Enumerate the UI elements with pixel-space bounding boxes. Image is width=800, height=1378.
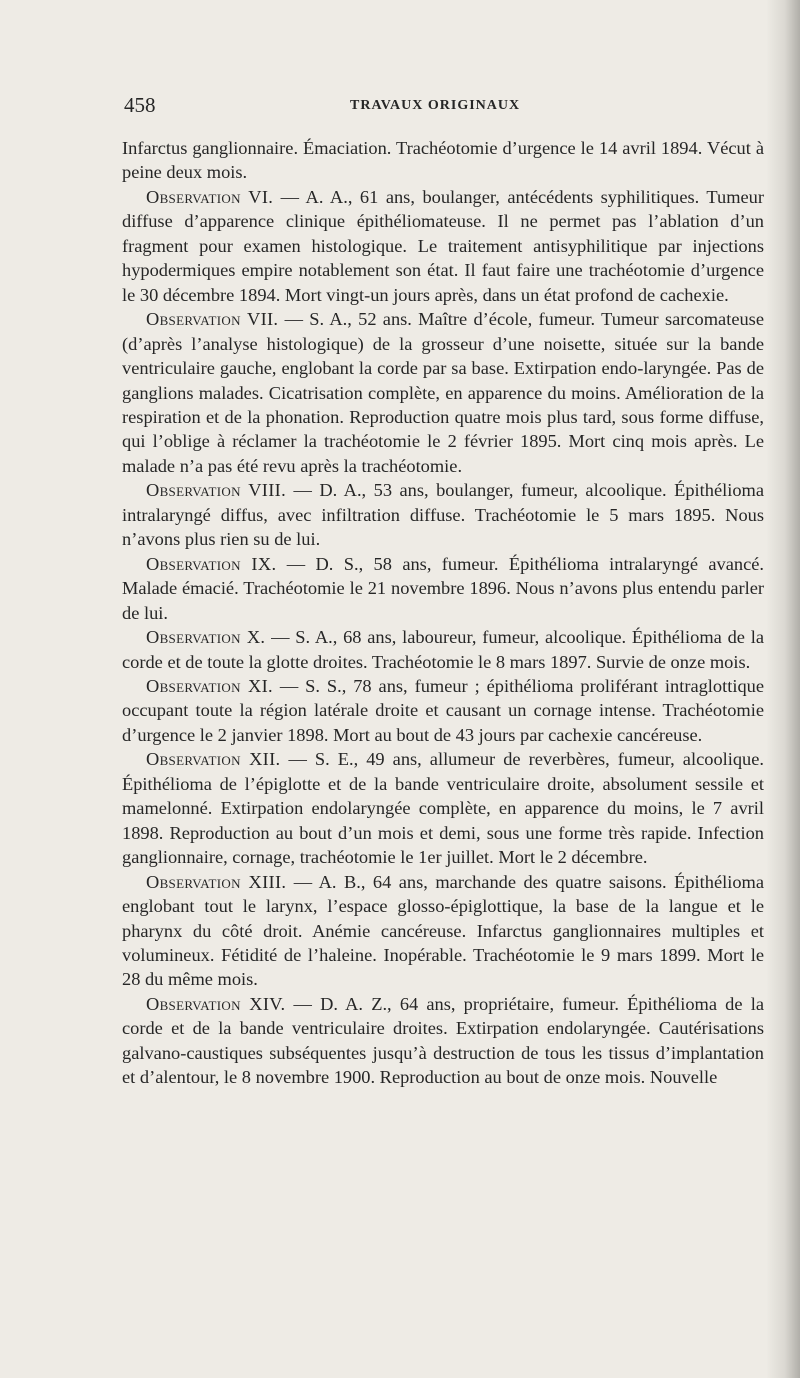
observation-label: Observation XIII. [146, 871, 287, 892]
observation-paragraph [122, 992, 764, 1090]
observation-paragraph [122, 747, 764, 869]
observation-label: Observation XI. [146, 675, 273, 696]
observation-paragraph [122, 625, 764, 674]
observation-paragraph [122, 552, 764, 625]
observation-text: — D. A. Z., 64 ans, propriétaire, fumeur. Épithélioma de la corde et de la bande ventriculaire droites. Extirpation endolaryngée. Cautérisations galvano-caustiques subséquentes jusqu’à destruction de tous les tissus d’implantation et d’alentour, le 8 novembre 1900. Reproduction au bout de onze mois. Nouvelle [122, 993, 764, 1088]
observation-text: — D. A., 53 ans, boulanger, fumeur, alcoolique. Épithélioma intralaryngé diffus, avec infiltration diffuse. Trachéotomie le 5 mars 1895. Nous n’avons plus rien su de lui. [122, 480, 765, 550]
page-number: 458 [124, 93, 156, 117]
observation-text: — A. B., 64 ans, marchande des quatre saisons. Épithélioma englobant tout le larynx, l’espace glosso-épiglottique, la base de la langue et le pharynx du côté droit. Anémie cancéreuse. Infarctus ganglionnaires multiples et volumineux. Fétidité de l’haleine. Inopérable. Trachéotomie le 9 mars 1899. Mort le 28 du même mois. [122, 871, 764, 990]
observation-text: — S. S., 78 ans, fumeur ; épithélioma proliférant intraglottique occupant toute la région latérale droite et causant un cornage intense. Trachéotomie d’urgence le 2 janvier 1898. Mort au bout de 43 jours par cachexie cancéreuse. [122, 675, 764, 745]
observation-text: — S. A., 52 ans. Maître d’école, fumeur. Tumeur sarcomateuse (d’après l’analyse histologique) de la grosseur d’une noisette, située sur la bande ventriculaire gauche, englobant la corde par sa base. Extirpation endo-laryngée. Pas de ganglions malades. Cicatrisation complète, en apparence du moins. Amélioration de la respiration et de la phonation. Reproduction quatre mois plus tard, sous forme diffuse, qui l’oblige à réclamer la trachéotomie le 2 février 1895. Mort cinq mois après. Le malade n’a pas été revu après la trachéotomie. [122, 309, 765, 476]
observation-text: — S. E., 49 ans, allumeur de reverbères, fumeur, alcoolique. Épithélioma de l’épiglotte et de la bande ventriculaire droite, absolument sessile et mamelonné. Extirpation endolaryngée complète, en apparence du moins, le 7 avril 1898. Reproduction au bout d’un mois et demi, sous une forme très rapide. Infection ganglionnaire, cornage, trachéotomie le 1er juillet. Mort le 2 décembre. [122, 749, 765, 868]
observation-label: Observation XII. [146, 749, 281, 770]
observation-paragraph [122, 185, 764, 307]
observation-text: — D. S., 58 ans, fumeur. Épithélioma intralaryngé avancé. Malade émacié. Trachéotomie le 21 novembre 1896. Nous n’avons plus entendu parler de lui. [122, 553, 764, 623]
observation-label: Observation X. [146, 627, 266, 648]
observation-paragraph [122, 307, 764, 478]
observation-paragraph [122, 478, 764, 551]
paragraph-continuation [122, 136, 764, 185]
observation-text: — S. A., 68 ans, laboureur, fumeur, alcoolique. Épithélioma de la corde et de toute la glotte droites. Trachéotomie le 8 mars 1897. Survie de onze mois. [122, 627, 764, 672]
observation-label: Observation IX. [146, 553, 277, 574]
observation-label: Observation VI. [146, 186, 274, 207]
observation-paragraph [122, 674, 764, 747]
observation-label: Observation VIII. [146, 480, 286, 501]
observation-label: Observation VII. [146, 309, 279, 330]
observation-label: Observation XIV. [146, 993, 286, 1014]
observation-paragraph [122, 870, 764, 992]
page-edge-shadow [766, 0, 800, 1378]
running-title: TRAVAUX ORIGINAUX [350, 98, 521, 113]
page-header [124, 92, 764, 118]
paragraph-text: Infarctus ganglionnaire. Émaciation. Trachéotomie d’urgence le 14 avril 1894. Vécut à peine deux mois. [122, 138, 764, 183]
body-text [122, 136, 764, 1090]
observation-text: — A. A., 61 ans, boulanger, antécédents syphilitiques. Tumeur diffuse d’apparence clinique épithéliomateuse. Il ne permet pas l’ablation d’un fragment pour examen histologique. Le traitement antisyphilitique par injections hypodermiques empire notablement son état. Il faut faire une trachéotomie d’urgence le 30 décembre 1894. Mort vingt-un jours après, dans un état profond de cachexie. [122, 186, 765, 305]
